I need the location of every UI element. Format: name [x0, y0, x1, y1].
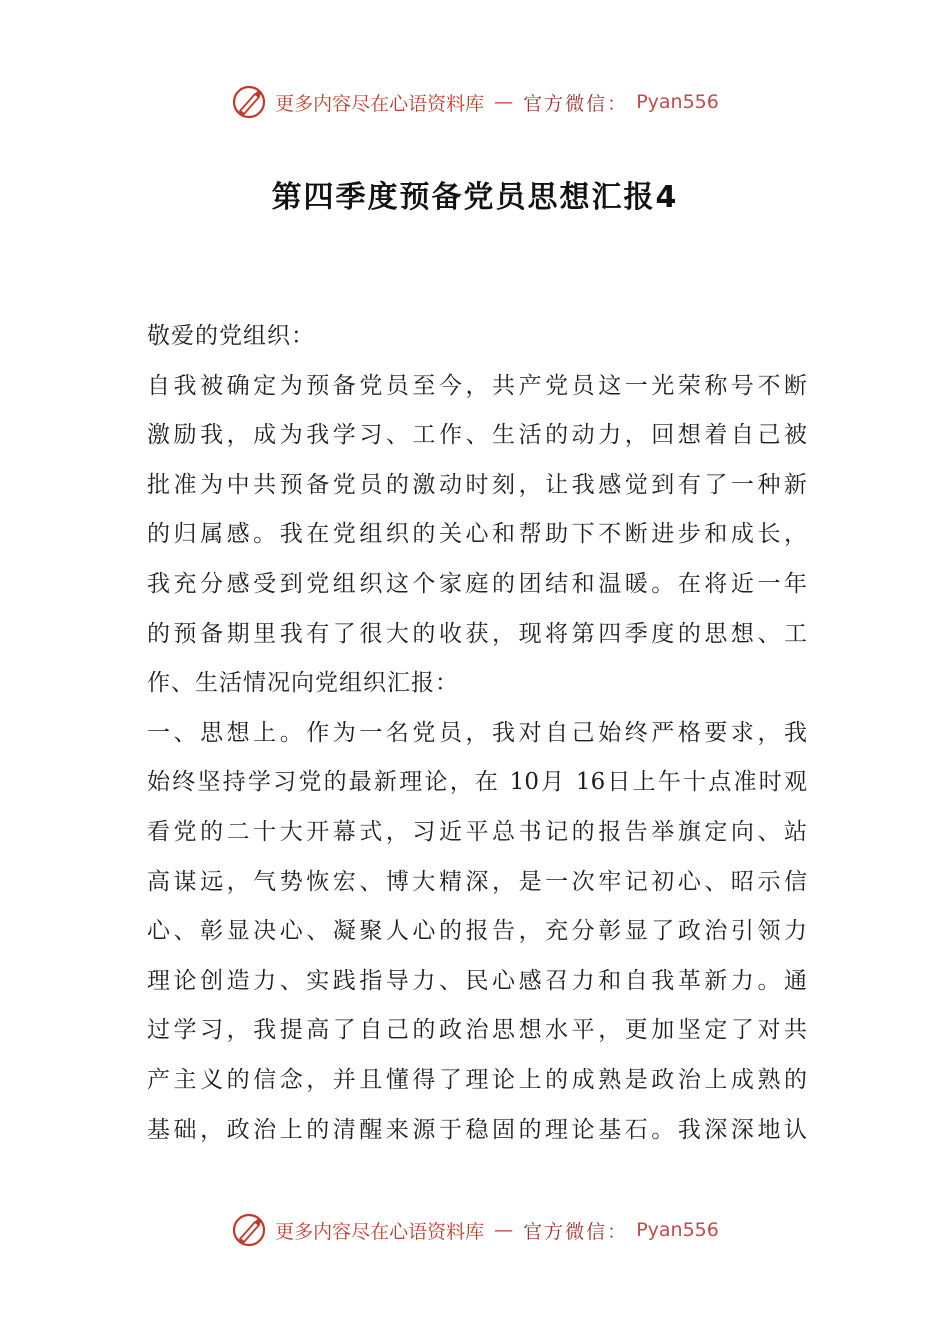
body-line: 看党的二十大开幕式，习近平总书记的报告举旗定向、站 [147, 818, 807, 845]
watermark-brand: 更多内容尽在心语资料库 [275, 1220, 485, 1243]
document-title: 第四季度预备党员思想汇报4 [271, 180, 679, 215]
pen-circle-icon [231, 84, 267, 120]
body-line: 心、彰显决心、凝聚人心的报告，充分彰显了政治引领力 [147, 918, 807, 945]
salutation-line: 敬爱的党组织： [147, 323, 315, 349]
watermark-handle: Pyan556 [636, 1219, 719, 1241]
document-body [147, 312, 807, 1155]
body-line: 的预备期里我有了很大的收获，现将第四季度的思想、工 [147, 620, 807, 647]
watermark-dash: — [494, 1219, 514, 1241]
header-watermark [0, 82, 950, 122]
body-line: 激励我，成为我学习、工作、生活的动力，回想着自己被 [147, 422, 807, 449]
body-line: 理论创造力、实践指导力、民心感召力和自我革新力。通 [147, 967, 807, 994]
body-line: 自我被确定为预备党员至今，共产党员这一光荣称号不断 [147, 372, 807, 399]
body-line: 始终坚持学习党的最新理论，在 10月 16日上午十点准时观 [147, 769, 807, 796]
watermark-brand: 更多内容尽在心语资料库 [275, 92, 485, 115]
watermark-dash: — [494, 91, 514, 113]
footer-watermark [0, 1210, 950, 1250]
watermark-wechat-label: 官方微信： [523, 92, 629, 115]
body-line: 高谋远，气势恢宏、博大精深，是一次牢记初心、昭示信 [147, 868, 807, 895]
body-line: 的归属感。我在党组织的关心和帮助下不断进步和成长， [147, 521, 807, 548]
body-line: 产主义的信念，并且懂得了理论上的成熟是政治上成熟的 [147, 1066, 807, 1093]
body-line: 过学习，我提高了自己的政治思想水平，更加坚定了对共 [147, 1017, 807, 1044]
pen-circle-icon [231, 1212, 267, 1248]
body-line: 我充分感受到党组织这个家庭的团结和温暖。在将近一年 [147, 570, 807, 597]
body-line: 一、思想上。作为一名党员，我对自己始终严格要求，我 [147, 719, 807, 746]
body-line: 批准为中共预备党员的激动时刻，让我感觉到有了一种新 [147, 471, 807, 498]
watermark-handle: Pyan556 [636, 91, 719, 113]
watermark-wechat-label: 官方微信： [523, 1220, 629, 1243]
body-line: 作、生活情况向党组织汇报： [147, 670, 459, 697]
body-line: 基础，政治上的清醒来源于稳固的理论基石。我深深地认 [147, 1116, 807, 1143]
